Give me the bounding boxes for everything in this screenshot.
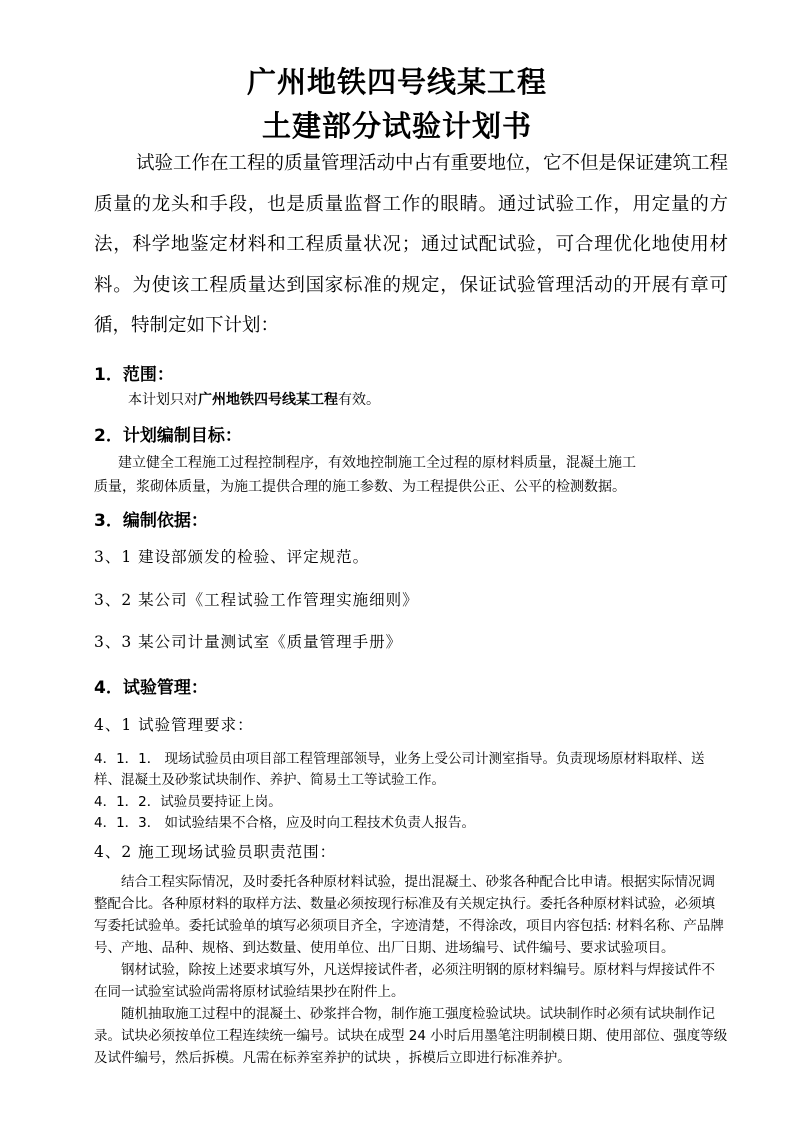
requirement-4-1-3: 4．1．3． 如试验结果不合格，应及时向工程技术负责人报告。 <box>94 815 476 831</box>
section-2-line1: 建立健全工程施工过程控制程序，有效地控制施工全过程的原材料质量，混凝土施工 <box>118 455 636 471</box>
duty-paragraph-2-text: 钢材试验，除按上述要求填写外，凡送焊接试件者，必须注明钢的原材料编号。原材料与焊接试件不在同一试验室试验尚需将原材试验结果抄在附件上。 <box>94 962 715 1000</box>
duty-paragraph-3 <box>94 1003 728 1069</box>
intro-paragraph <box>94 144 728 347</box>
duty-paragraph-1 <box>94 871 728 959</box>
section-3-heading: 3．编制依据： <box>94 511 208 531</box>
subsection-4-2-heading: 4、2 施工现场试验员职责范围： <box>94 843 337 861</box>
section-1-heading: 1．范围： <box>94 365 174 385</box>
section-4-heading: 4．试验管理： <box>94 678 208 698</box>
duty-paragraph-3-text: 随机抽取施工过程中的混凝土、砂浆拌合物，制作施工强度检验试块。试块制作时必须有试块制作记录。试块必须按单位工程连续统一编号。试块在成型 24 小时后用墨笔注明制模日期、使用部位、强度等级及试件编号，然后拆模。凡需在标养室养护的试块 ，拆模后立即进行标准养护。 <box>94 1006 728 1066</box>
section-2-line2: 质量，浆砌体质量，为施工提供合理的施工参数、为工程提供公正、公平的检测数据。 <box>94 479 626 495</box>
basis-item-2: 3、2 某公司《工程试验工作管理实施细则》 <box>94 591 419 609</box>
requirement-4-1-1-line1: 4．1．1． 现场试验员由项目部工程管理部领导，业务上受公司计测室指导。负责现场原材料取样、送 <box>94 751 705 767</box>
intro-text: 试验工作在工程的质量管理活动中占有重要地位，它不但是保证建筑工程质量的龙头和手段，也是质量监督工作的眼睛。通过试验工作，用定量的方法，科学地鉴定材料和工程质量状况；通过试配试验，可合理优化地使用材料。为使该工程质量达到国家标准的规定，保证试验管理活动的开展有章可循，特制定如下计划： <box>94 153 729 336</box>
section-1-text-post: 有效。 <box>338 392 380 408</box>
duty-paragraph-2 <box>94 959 728 1003</box>
project-name: 广州地铁四号线某工程 <box>198 392 338 408</box>
requirement-4-1-1-line2: 样、混凝土及砂浆试块制作、养护、简易土工等试验工作。 <box>94 772 445 788</box>
document-title-line1: 广州地铁四号线某工程 <box>246 65 547 99</box>
requirement-4-1-2: 4．1．2．试验员要持证上岗。 <box>94 794 282 810</box>
subsection-4-1-heading: 4、1 试验管理要求： <box>94 716 254 734</box>
section-1-text <box>128 388 380 412</box>
document-title-line2: 土建部分试验计划书 <box>261 109 532 143</box>
duty-paragraph-1-text: 结合工程实际情况，及时委托各种原材料试验，提出混凝土、砂浆各种配合比申请。根据实际情况调整配合比。各种原材料的取样方法、数量必须按现行标准及有关规定执行。委托各种原材料试验，必须填写委托试验单。委托试验单的填写必须项目齐全，字迹清楚，不得涂改，项目内容包括: 材料名称、产品牌号、产地、品种、规格、到达数量、使用单位、出厂日期、进场编号、试件编号、要求试验项目。 <box>94 874 724 956</box>
section-2-heading: 2．计划编制目标： <box>94 426 242 446</box>
section-1-text-pre: 本计划只对 <box>128 392 198 408</box>
basis-item-1: 3、1 建设部颁发的检验、评定规范。 <box>94 548 370 566</box>
basis-item-3: 3、3 某公司计量测试室《质量管理手册》 <box>94 633 403 651</box>
